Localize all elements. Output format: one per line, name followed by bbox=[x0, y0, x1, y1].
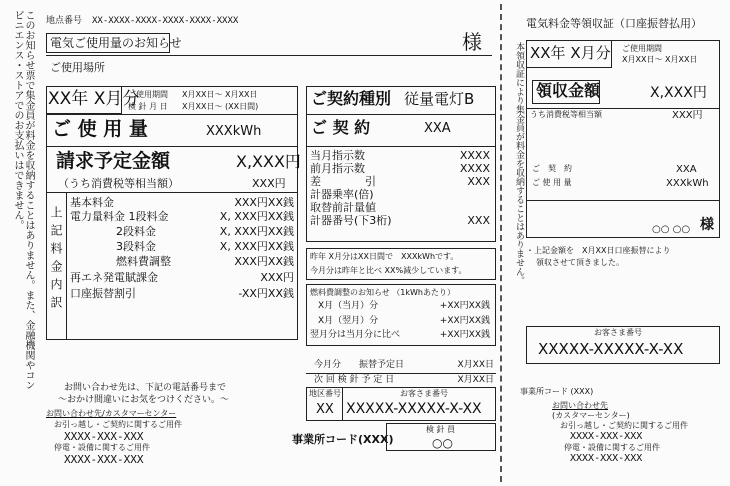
contract-type-label: ご契約種別 bbox=[311, 89, 392, 108]
receipt-name: ○○ ○○ bbox=[652, 224, 691, 235]
meter-reader-label: 検 針 員 bbox=[426, 425, 456, 434]
receipt-name-line bbox=[526, 200, 720, 201]
contract-value: XXA bbox=[424, 121, 451, 136]
receipt-year-month: XX年 X月分 bbox=[530, 44, 611, 62]
point-number: XX-XXXX-XXXX-XXXX-XXXX-XXXX bbox=[92, 16, 239, 26]
detail-row-4 bbox=[70, 256, 294, 267]
meter-value: XXX bbox=[467, 214, 490, 227]
fuel-row-1 bbox=[318, 317, 490, 326]
receipt-box bbox=[526, 40, 720, 238]
row-line-2 bbox=[46, 146, 298, 147]
fuel-label: X月（翌月）分 bbox=[318, 316, 379, 326]
receipt-amount-line bbox=[526, 108, 720, 109]
meter-row-3 bbox=[310, 189, 490, 200]
detail-value: X, XXX円XX銭 bbox=[219, 225, 294, 238]
meter-date-label: 検 針 月 日 bbox=[128, 102, 168, 111]
fuel-label: 翌月分は当月分に比べ bbox=[310, 330, 401, 340]
receipt-outage-phone: XXXX-XXX-XXX bbox=[570, 453, 643, 464]
receipt-usage: XXXkWh bbox=[666, 178, 709, 189]
tax-label: （うち消費税等相当額） bbox=[58, 177, 179, 190]
district-value: XX bbox=[316, 402, 334, 417]
detail-value: XXX円XX銭 bbox=[234, 255, 294, 268]
fuel-value: +XX円XX銭 bbox=[439, 330, 490, 340]
receipt-contract: XXA bbox=[676, 164, 697, 175]
next-meter-row bbox=[314, 376, 494, 385]
receipt-title: 電気料金等領収証（口座振替払用） bbox=[526, 17, 702, 30]
detail-value: XXX円 bbox=[260, 271, 294, 284]
detail-row-0 bbox=[70, 197, 294, 208]
receipt-callcenter: (カスタマーセンター) bbox=[552, 411, 630, 420]
name-underline bbox=[46, 55, 492, 56]
meter-label: 差 引 bbox=[310, 175, 376, 188]
district-label: 地区番号 bbox=[309, 389, 341, 398]
receipt-tax-label: うち消費税等相当額 bbox=[530, 110, 602, 119]
next-meter-label: 次 回 検 針 予 定 日 bbox=[314, 375, 395, 385]
row-line-3 bbox=[46, 192, 298, 193]
transfer-value: X月XX日 bbox=[457, 360, 494, 370]
detail-label: 電力量料金 1段料金 bbox=[70, 210, 169, 223]
outage-label: 停電・設備に関するご用件 bbox=[54, 443, 150, 452]
usage-period-label: ご使用期間 bbox=[128, 90, 168, 99]
detail-row-6 bbox=[70, 288, 294, 299]
compare-line-1: 昨年 X月分はXX日間で XXXkWhです。 bbox=[310, 252, 459, 261]
transfer-line bbox=[306, 373, 496, 374]
detail-label: 口座振替割引 bbox=[70, 287, 136, 300]
callcenter-label: お問い合わせ先/カスタマーセンター bbox=[46, 409, 177, 418]
receipt-office: 事業所コード (XXX) bbox=[520, 387, 594, 396]
meter-label: 取替前計量値 bbox=[310, 201, 376, 214]
customer-id-sep bbox=[342, 387, 343, 421]
moving-phone: XXXX-XXX-XXX bbox=[64, 430, 144, 443]
receipt-moving-label: お引っ越し・ご契約に関するご用件 bbox=[560, 421, 688, 430]
detail-row-5 bbox=[70, 272, 294, 283]
tax-value: XXX円 bbox=[252, 177, 286, 190]
detail-value: X, XXX円XX銭 bbox=[219, 240, 294, 253]
detail-value: XXX円XX銭 bbox=[234, 196, 294, 209]
sama-label: 様 bbox=[462, 30, 482, 54]
fuel-value: +XX円XX銭 bbox=[439, 316, 490, 326]
detail-title-sep bbox=[66, 192, 67, 340]
meter-reader-value: ○○ bbox=[432, 436, 453, 450]
outage-phone: XXXX-XXX-XXX bbox=[64, 453, 144, 466]
year-month: XX年 X月分 bbox=[48, 89, 140, 109]
moving-label: お引っ越し・ご契約に関するご用件 bbox=[54, 420, 182, 429]
perforation-line bbox=[500, 4, 502, 482]
receipt-moving-phone: XXXX-XXX-XXX bbox=[570, 431, 643, 442]
meter-row-1 bbox=[310, 163, 490, 174]
meter-label: 前月指示数 bbox=[310, 162, 365, 175]
receipt-usage-label: ご 使 用 量 bbox=[532, 178, 572, 187]
detail-row-3 bbox=[70, 241, 294, 252]
fuel-value: +XX円XX銭 bbox=[439, 301, 490, 311]
receipt-note-2: 領収させて頂きました。 bbox=[536, 258, 624, 267]
customer-no-label: お客さま番号 bbox=[400, 389, 448, 398]
receipt-sama: 様 bbox=[700, 217, 714, 233]
detail-label: 再エネ発電賦課金 bbox=[70, 271, 158, 284]
detail-row-2 bbox=[70, 226, 294, 237]
fuel-row-0 bbox=[318, 302, 490, 311]
transfer-label: 今月分 振替予定日 bbox=[314, 360, 405, 370]
meter-row-4 bbox=[310, 202, 490, 213]
meter-label: 計器乗率(倍) bbox=[310, 188, 374, 201]
bill-label: 請求予定金額 bbox=[56, 150, 171, 172]
receipt-customer-no: XXXXX-XXXXX-X-XX bbox=[538, 340, 684, 358]
meter-value: XXX bbox=[467, 175, 490, 188]
detail-value: -XX円XX銭 bbox=[238, 287, 294, 300]
contract-label: ご 契 約 bbox=[311, 118, 371, 137]
receipt-note-1: ・上記金額を X月XX日口座振替により bbox=[526, 246, 671, 255]
contract-type: 従量電灯B bbox=[404, 90, 475, 108]
receipt-amount-label: 領収金額 bbox=[536, 81, 601, 100]
office-code-label: 事業所コード(XXX) bbox=[292, 433, 394, 446]
receipt-inquiry: お問い合わせ先 bbox=[552, 401, 608, 410]
meter-row-0 bbox=[310, 150, 490, 161]
point-label: 地点番号 bbox=[46, 16, 83, 26]
next-meter-value: X月XX日 bbox=[457, 375, 494, 385]
detail-value: X, XXX円XX銭 bbox=[219, 210, 294, 223]
receipt-period: X月XX日～ X月XX日 bbox=[622, 55, 698, 64]
customer-no: XXXXX-XXXXX-X-XX bbox=[346, 401, 482, 417]
fuel-title: 燃料費調整のお知らせ （1kWhあたり） bbox=[310, 288, 456, 297]
meter-row-5 bbox=[310, 215, 490, 226]
receipt-contract-label: ご 契 約 bbox=[532, 164, 572, 173]
detail-label: 3段料金 bbox=[116, 240, 156, 253]
contract-line-2 bbox=[306, 146, 496, 147]
row-line-1 bbox=[46, 114, 298, 115]
meter-label: 当月指示数 bbox=[310, 149, 365, 162]
meter-row-2 bbox=[310, 176, 490, 187]
right-notice: 本領収証により集金員が料金を収納することはありません。 bbox=[514, 42, 524, 285]
meter-date: X月XX日～ (XX日間) bbox=[182, 102, 259, 111]
detail-label: 2段料金 bbox=[116, 225, 156, 238]
receipt-customer-label: お客さま番号 bbox=[594, 328, 642, 337]
contract-line-1 bbox=[306, 114, 496, 115]
meter-label: 計器番号(下3桁) bbox=[310, 214, 392, 227]
receipt-outage-label: 停電・設備に関するご用件 bbox=[564, 443, 660, 452]
bill-value: X,XXX円 bbox=[236, 152, 301, 171]
detail-title: 上記料金内訳 bbox=[49, 206, 63, 314]
usage-period: X月XX日～ X月XX日 bbox=[182, 90, 258, 99]
detail-label: 燃料費調整 bbox=[116, 255, 171, 268]
detail-row-1 bbox=[70, 211, 294, 222]
compare-line-2: 今月分は昨年と比べ XX%減少しています。 bbox=[310, 266, 467, 275]
usage-label: ご 使 用 量 bbox=[52, 118, 148, 140]
fuel-label: X月（当月）分 bbox=[318, 301, 379, 311]
receipt-tax: XXX円 bbox=[672, 110, 703, 121]
fuel-row-2 bbox=[310, 331, 490, 340]
inquiry-line-1: お問い合わせ先は、下記の電話番号まで bbox=[64, 383, 227, 393]
left-notice: このお知らせ票で集金員が料金を収納することはありません。また、金融機関やコンビニエンス・ストアでのお支払いはできません。 bbox=[12, 10, 34, 390]
detail-label: 基本料金 bbox=[70, 196, 114, 209]
notice-title: 電気ご使用量のお知らせ bbox=[50, 36, 182, 50]
receipt-amount: X,XXX円 bbox=[650, 85, 707, 101]
usage-value: XXXkWh bbox=[206, 124, 262, 139]
usage-place-label: ご使用場所 bbox=[50, 61, 105, 74]
inquiry-line-2: ～おかけ間違いにお気をつけください。～ bbox=[58, 395, 230, 405]
meter-value: XXXX bbox=[459, 149, 490, 162]
transfer-row bbox=[314, 361, 494, 370]
meter-value: XXXX bbox=[459, 162, 490, 175]
receipt-period-label: ご使用期間 bbox=[622, 44, 662, 53]
